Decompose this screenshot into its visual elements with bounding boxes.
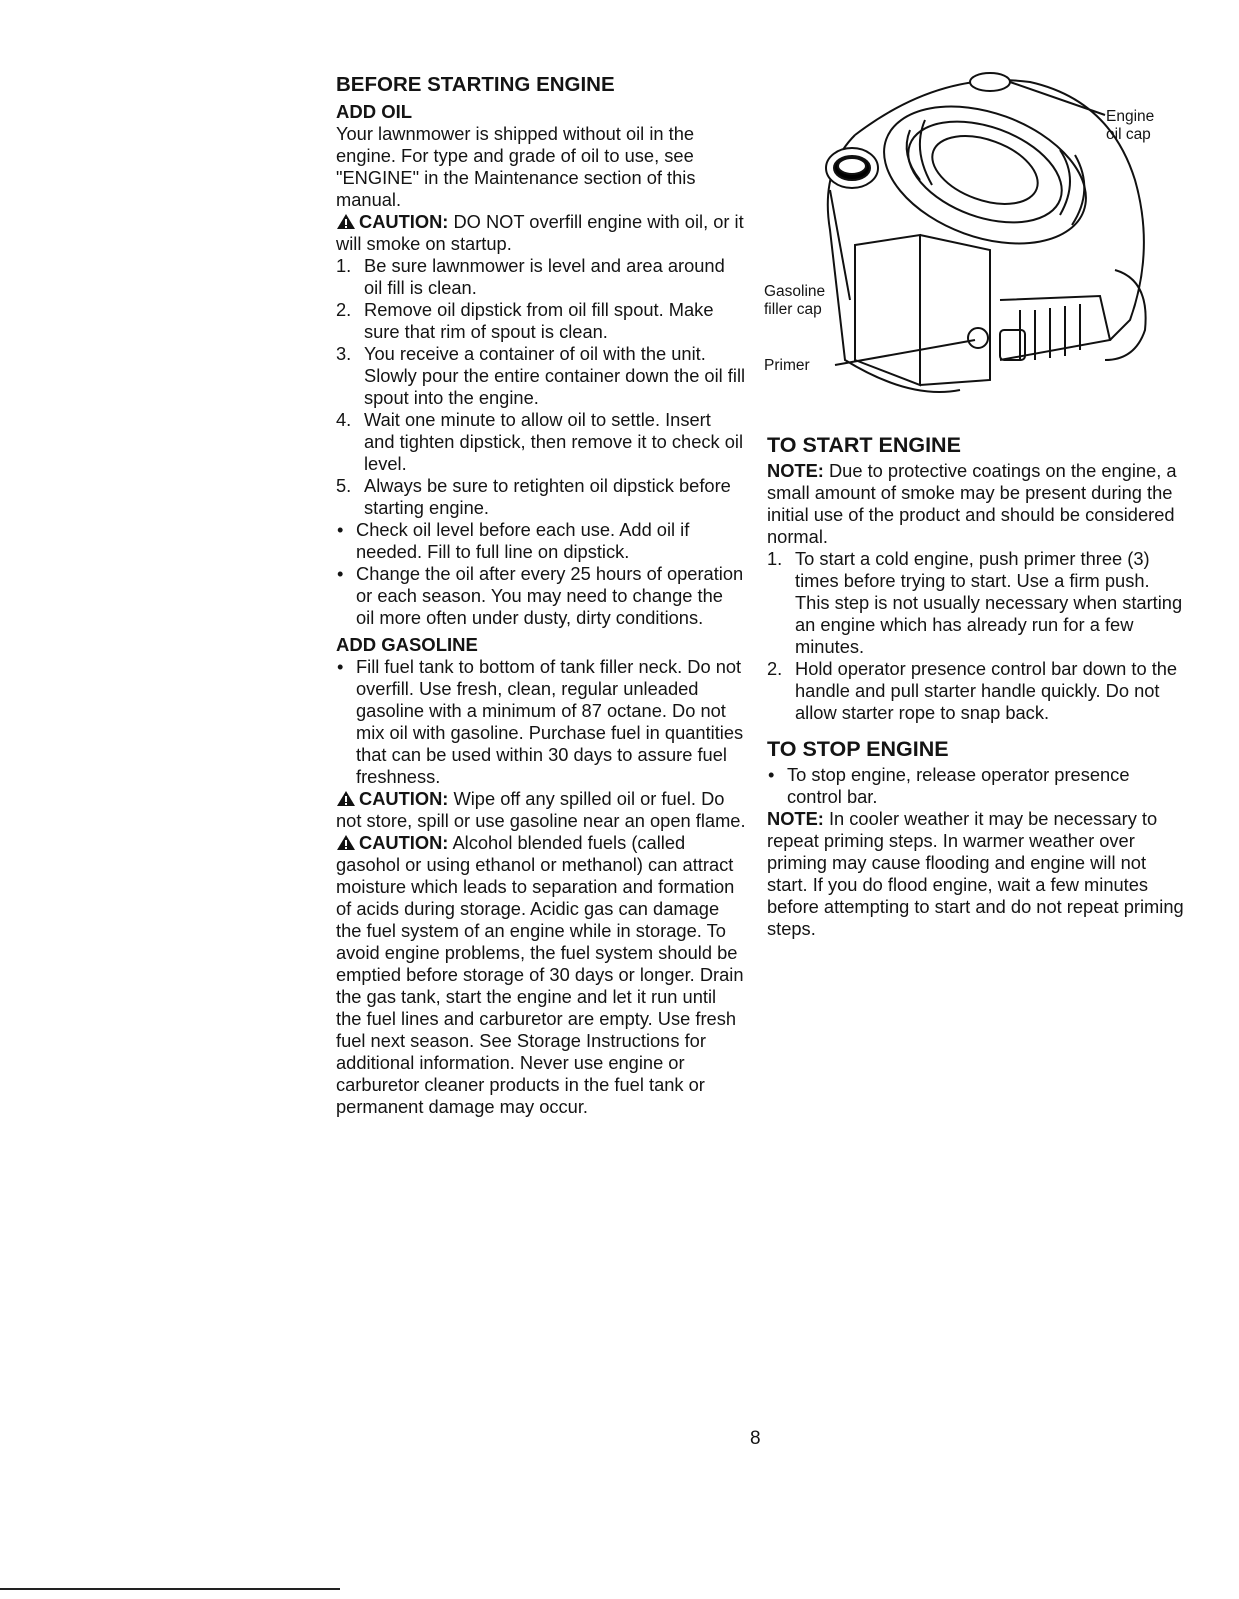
add-oil-steps — [336, 255, 746, 519]
stop-bullets — [767, 764, 1187, 808]
warning-icon — [336, 213, 356, 230]
caution-label: CAUTION: — [359, 211, 449, 232]
add-oil-heading: ADD OIL — [336, 101, 413, 122]
page-number: 8 — [750, 1428, 761, 1449]
caution-text: DO NOT overfill engine with oil, or it will smoke on startup. — [336, 211, 744, 254]
stop-engine-heading: TO STOP ENGINE — [767, 737, 949, 761]
list-item: 2. Remove oil dipstick from oil fill spout. Make sure that rim of spout is clean. — [336, 299, 714, 342]
left-column — [336, 73, 746, 1118]
gasoline-caution-2 — [336, 832, 746, 1118]
engine-illustration — [760, 60, 1180, 400]
add-gasoline-bullets — [336, 656, 746, 788]
start-engine-heading: TO START ENGINE — [767, 433, 961, 457]
bottom-rule — [0, 1588, 340, 1590]
stop-note — [767, 808, 1187, 940]
caution-text: Alcohol blended fuels (called gasohol or using ethanol or methanol) can attract moisture which leads to separation and formation of acids during storage. Acidic gas can damage the fuel system of an engine while in storage. To avoid engine problems, the fuel system should be emptied before storage of 30 days or longer. Drain the gas tank, start the engine and let it run until the fuel lines and carburetor are empty. Use fresh fuel next season. See Storage Instructions for additional information. Never use engine or carburetor cleaner products in the fuel tank or permanent damage may occur. — [336, 832, 744, 1117]
warning-icon — [336, 834, 356, 851]
start-note — [767, 460, 1187, 548]
add-oil-bullets — [336, 519, 746, 629]
list-item: • To stop engine, release operator presence control bar. — [768, 764, 1130, 807]
list-item: 3. You receive a container of oil with the unit. Slowly pour the entire container down the oil fill spout into the engine. — [336, 343, 746, 408]
gasoline-caution-1 — [336, 788, 746, 832]
list-item: 2. Hold operator presence control bar down to the handle and pull starter handle quickly. Do not allow starter rope to snap back. — [767, 658, 1178, 723]
add-oil-caution — [336, 211, 746, 255]
note-label: NOTE: — [767, 808, 824, 829]
warning-icon — [336, 790, 356, 807]
section-title: BEFORE STARTING ENGINE — [336, 73, 615, 96]
list-item: 1. Be sure lawnmower is level and area around oil fill is clean. — [336, 255, 725, 298]
gasoline-filler-cap-label: Gasoline filler cap — [764, 283, 826, 318]
engine-oil-cap-label: Engine oil cap — [1106, 108, 1155, 143]
add-gasoline-heading: ADD GASOLINE — [336, 634, 478, 655]
list-item: • Change the oil after every 25 hours of operation or each season. You may need to change the oil more often under dusty, dirty conditions. — [337, 563, 744, 628]
list-item: • Check oil level before each use. Add oil if needed. Fill to full line on dipstick. — [337, 519, 690, 562]
list-item: 5. Always be sure to retighten oil dipstick before starting engine. — [336, 475, 731, 518]
caution-label: CAUTION: — [359, 832, 449, 853]
note-text: In cooler weather it may be necessary to repeat priming steps. In warmer weather over priming may cause flooding and engine will not start. If you do flood engine, wait a few minutes before attempting to start and do not repeat priming steps. — [767, 808, 1184, 939]
list-item: 1. To start a cold engine, push primer three (3) times before trying to start. Use a firm push. This step is not usually necessary when starting an engine which has already run for a few minutes. — [767, 548, 1183, 657]
note-text: Due to protective coatings on the engine, a small amount of smoke may be present during the initial use of the product and should be considered normal. — [767, 460, 1177, 547]
caution-label: CAUTION: — [359, 788, 449, 809]
start-steps — [767, 548, 1187, 724]
note-label: NOTE: — [767, 460, 824, 481]
list-item: 4. Wait one minute to allow oil to settle. Insert and tighten dipstick, then remove it to check oil level. — [336, 409, 744, 474]
right-column — [767, 432, 1187, 940]
add-oil-intro: Your lawnmower is shipped without oil in the engine. For type and grade of oil to use, see "ENGINE" in the Maintenance section of this manual. — [336, 123, 696, 210]
caution-text: Wipe off any spilled oil or fuel. Do not store, spill or use gasoline near an open flame. — [336, 788, 746, 831]
primer-label: Primer — [764, 357, 810, 374]
list-item: • Fill fuel tank to bottom of tank filler neck. Do not overfill. Use fresh, clean, regular unleaded gasoline with a minimum of 87 octane. Do not mix oil with gasoline. Purchase fuel in quantities that can be used within 30 days to assure fuel freshness. — [337, 656, 744, 787]
